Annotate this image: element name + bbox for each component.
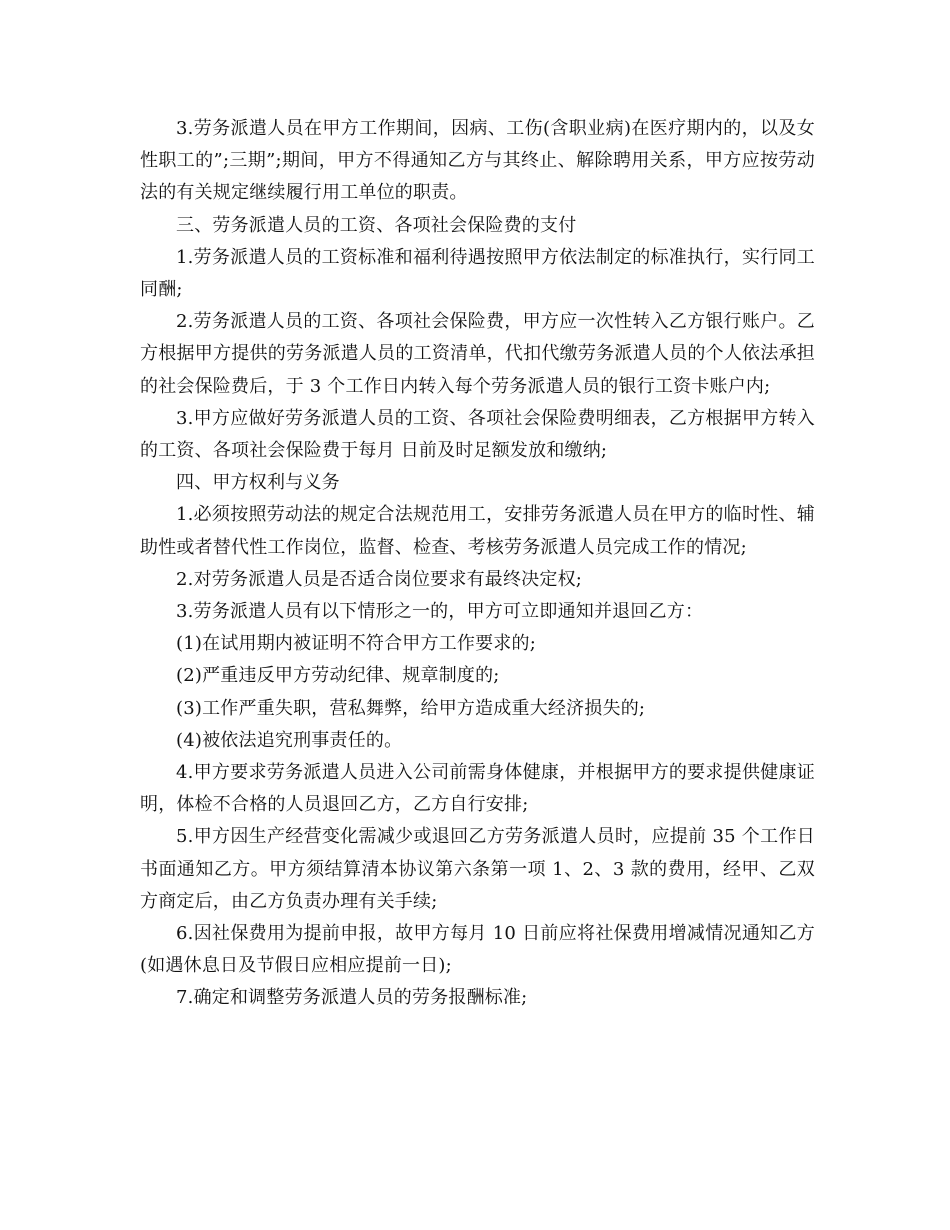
paragraph-wage-standard: 1.劳务派遣人员的工资标准和福利待遇按照甲方依法制定的标准执行，实行同工同酬;: [140, 246, 815, 301]
list-item-criminal: (4)被依法追究刑事责任的。: [176, 729, 403, 751]
list-item-discipline: (2)严重违反甲方劳动纪律、规章制度的;: [176, 665, 500, 687]
paragraph-return-conditions: 3.劳务派遣人员有以下情形之一的，甲方可立即通知并退回乙方：: [176, 601, 704, 623]
paragraph-reduction-notice: 5.甲方因生产经营变化需减少或退回乙方劳务派遣人员时，应提前 35 个工作日书面通知乙方。甲方须结算清本协议第六条第一项 1、2、3 款的费用，经甲、乙双方商定后，由乙方负责办理有关手续;: [140, 826, 815, 912]
list-item-negligence: (3)工作严重失职，营私舞弊，给甲方造成重大经济损失的;: [176, 697, 646, 719]
paragraph-social-security-notice: 6.因社保费用为提前申报，故甲方每月 10 日前应将社保费用增减情况通知乙方(如遇休息日及节假日应相应提前一日);: [140, 923, 815, 977]
paragraph-remuneration-standard: 7.确定和调整劳务派遣人员的劳务报酬标准;: [176, 987, 528, 1009]
list-item-probation: (1)在试用期内被证明不符合甲方工作要求的;: [176, 633, 536, 655]
paragraph-wage-schedule: 3.甲方应做好劳务派遣人员的工资、各项社会保险费明细表，乙方根据甲方转入的工资、各项社会保险费于每月 日前及时足额发放和缴纳;: [140, 407, 815, 462]
document-body: [140, 113, 815, 1015]
paragraph-final-decision: 2.对劳务派遣人员是否适合岗位要求有最终决定权;: [176, 568, 583, 590]
section-heading-wages-insurance: 三、劳务派遣人员的工资、各项社会保险费的支付: [176, 214, 577, 236]
paragraph-health-requirement: 4.甲方要求劳务派遣人员进入公司前需身体健康，并根据甲方的要求提供健康证明，体检不合格的人员退回乙方，乙方自行安排;: [140, 762, 815, 816]
paragraph-clause-3-leave-protection: 3.劳务派遣人员在甲方工作期间，因病、工伤(含职业病)在医疗期内的，以及女性职工的”;三期”;期间，甲方不得通知乙方与其终止、解除聘用关系，甲方应按劳动法的有关规定继续履行用工单位的职责。: [140, 118, 815, 204]
paragraph-wage-transfer: 2.劳务派遣人员的工资、各项社会保险费，甲方应一次性转入乙方银行账户。乙方根据甲方提供的劳务派遣人员的工资清单，代扣代缴劳务派遣人员的个人依法承担的社会保险费后，于 3 个工作日内转入每个劳务派遣人员的银行工资卡账户内;: [140, 311, 815, 397]
section-heading-party-a-rights: 四、甲方权利与义务: [176, 472, 340, 494]
paragraph-lawful-employment: 1.必须按照劳动法的规定合法规范用工，安排劳务派遣人员在甲方的临时性、辅助性或者替代性工作岗位，监督、检查、考核劳务派遣人员完成工作的情况;: [140, 504, 815, 558]
